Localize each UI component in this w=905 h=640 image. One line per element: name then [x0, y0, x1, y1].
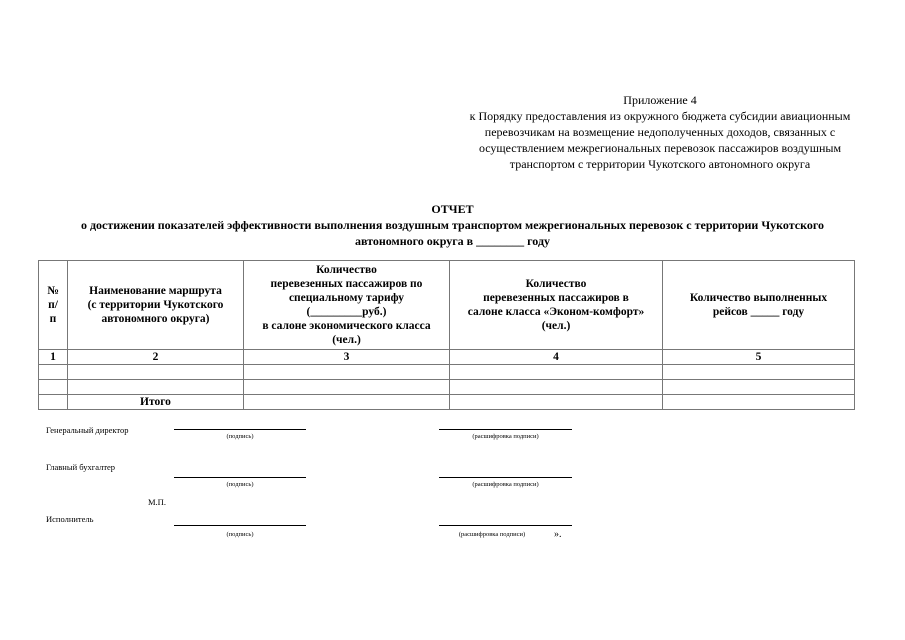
accountant-label: Главный бухгалтер	[46, 462, 116, 472]
table-cell	[663, 365, 855, 380]
table-cell	[663, 380, 855, 395]
header-special-tariff: Количество перевезенных пассажиров по специальному тарифу (_________руб.) в салоне экономического класса (чел.)	[244, 261, 450, 350]
director-sign-hint: (подпись)	[226, 433, 254, 440]
stamp-label: М.П.	[148, 497, 166, 507]
accountant-decode-hint: (расшифровка подписи)	[472, 481, 539, 488]
table-cell	[244, 380, 450, 395]
table-row	[39, 365, 855, 380]
table-cell	[450, 380, 663, 395]
header-route: Наименование маршрута (с территории Чукотского автономного округа)	[68, 261, 244, 350]
report-subtitle-1: о достижении показателей эффективности выполнения воздушным транспортом межрегиональных перевозок с территории Чукотского	[80, 218, 825, 232]
accountant-sign-line	[174, 477, 306, 478]
total-row	[39, 395, 855, 410]
director-label: Генеральный директор	[46, 425, 129, 435]
accountant-sign-hint: (подпись)	[226, 481, 254, 488]
col-number: 3	[244, 350, 450, 365]
report-table	[38, 260, 855, 410]
table-cell	[39, 395, 68, 410]
column-number-row	[39, 350, 855, 365]
executor-decode-hint: (расшифровка подписи)	[458, 531, 526, 538]
executor-label: Исполнитель	[46, 514, 94, 524]
col-number: 5	[663, 350, 855, 365]
closing-quote: ».	[554, 529, 562, 540]
col-number: 4	[450, 350, 663, 365]
table-cell	[244, 395, 450, 410]
table-cell	[244, 365, 450, 380]
table-cell	[68, 380, 244, 395]
report-title-block	[20, 201, 885, 249]
table-cell	[39, 365, 68, 380]
header-econom-comfort: Количество перевезенных пассажиров в салоне класса «Эконом-комфорт» (чел.)	[450, 261, 663, 350]
appendix-line-2: перевозчикам на возмещение недополученных доходов, связанных с	[484, 125, 836, 139]
appendix-title: Приложение 4	[623, 93, 697, 107]
accountant-decode-line	[439, 477, 572, 478]
header-num: № п/ п	[39, 261, 68, 350]
col-number: 2	[68, 350, 244, 365]
appendix-line-4: транспортом с территории Чукотского автономного округа	[509, 157, 811, 171]
executor-decode-line	[439, 525, 572, 526]
total-label: Итого	[68, 395, 244, 410]
table-row	[39, 380, 855, 395]
table-cell	[450, 395, 663, 410]
table-cell	[39, 380, 68, 395]
executor-sign-line	[174, 525, 306, 526]
executor-sign-hint: (подпись)	[226, 531, 254, 538]
header-flights: Количество выполненных рейсов _____ году	[663, 261, 855, 350]
table-cell	[68, 365, 244, 380]
table-header-row	[39, 261, 855, 350]
director-sign-line	[174, 429, 306, 430]
table-cell	[450, 365, 663, 380]
table-cell	[663, 395, 855, 410]
appendix-line-3: осуществлением межрегиональных перевозок пассажиров воздушным	[478, 141, 842, 155]
col-number: 1	[39, 350, 68, 365]
report-subtitle-2: автономного округа в ________ году	[354, 234, 551, 248]
director-decode-line	[439, 429, 572, 430]
appendix-header	[440, 92, 880, 172]
report-title: ОТЧЕТ	[431, 202, 474, 216]
appendix-line-1: к Порядку предоставления из окружного бюджета субсидии авиационным	[469, 109, 851, 123]
director-decode-hint: (расшифровка подписи)	[472, 433, 539, 440]
